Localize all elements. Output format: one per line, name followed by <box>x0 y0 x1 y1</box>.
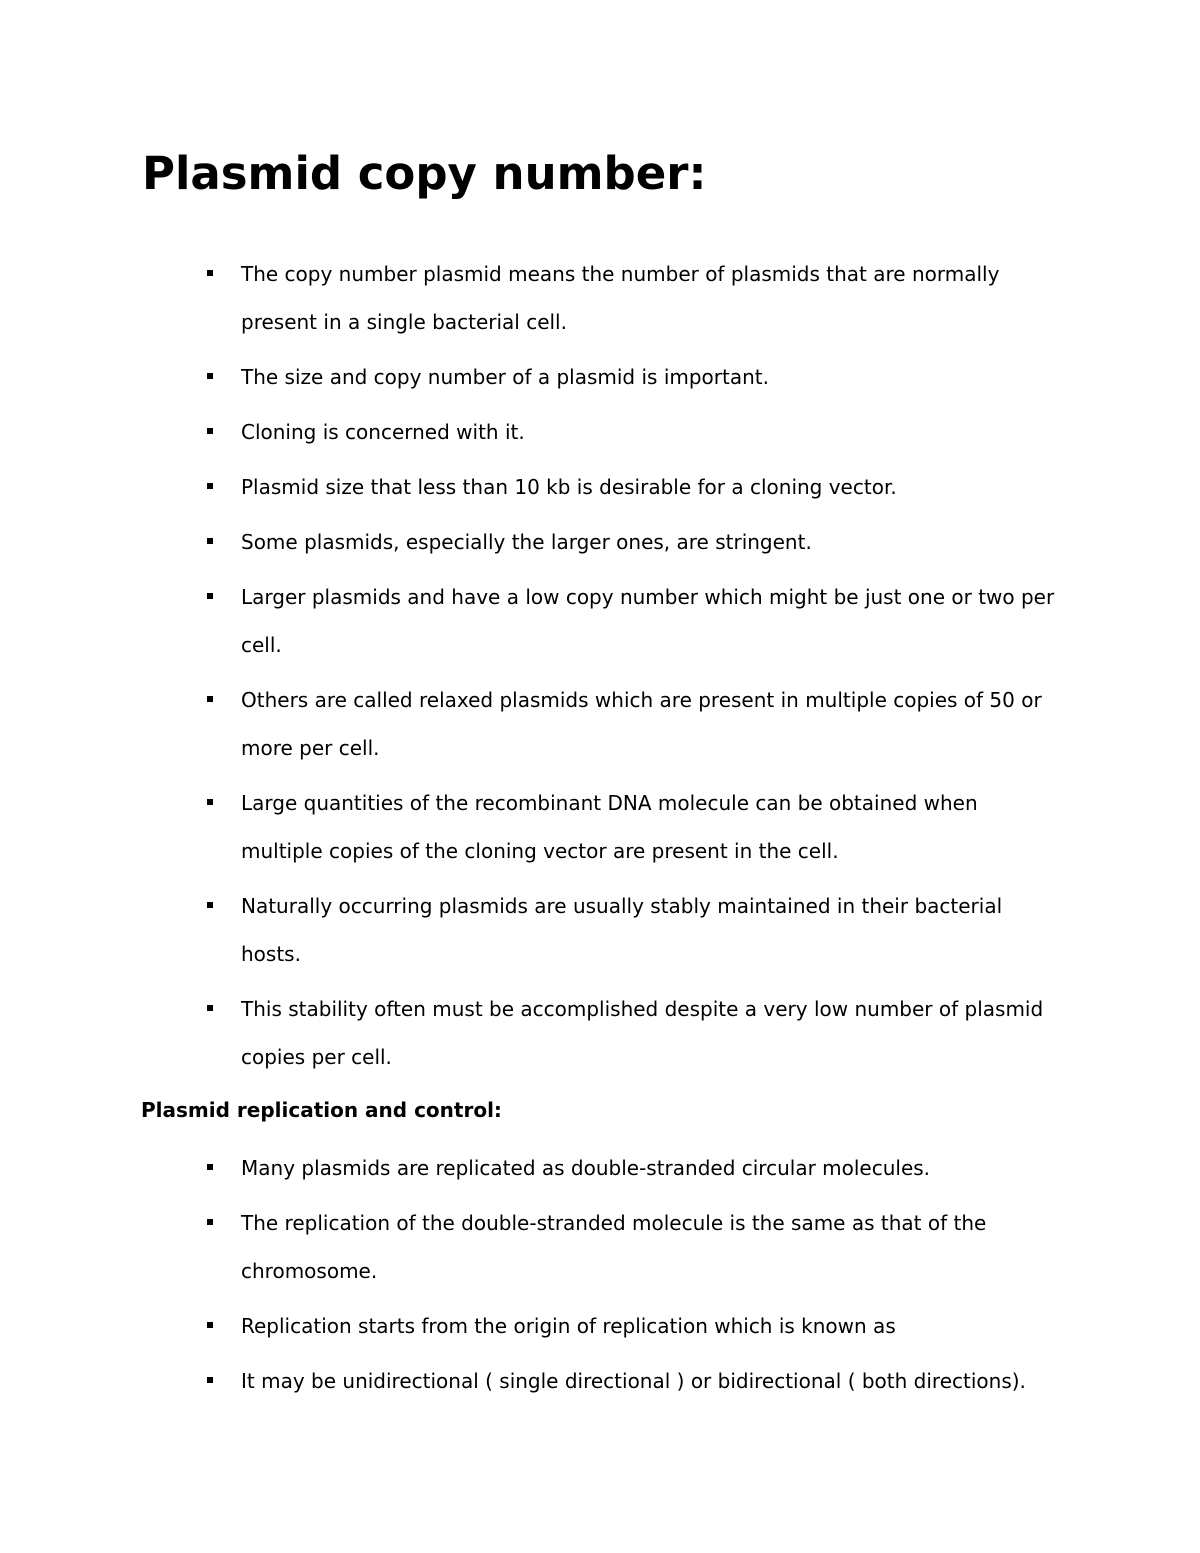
square-bullet-icon <box>207 696 213 702</box>
list-item-text: Others are called relaxed plasmids which are present in multiple copies of 50 or more per cell. <box>241 688 1042 760</box>
list-item-text: The replication of the double-stranded molecule is the same as that of the chromosome. <box>241 1211 987 1283</box>
square-bullet-icon <box>207 593 213 599</box>
list-item <box>0 353 1061 401</box>
square-bullet-icon <box>207 538 213 544</box>
list-item-text: The size and copy number of a plasmid is important. <box>241 365 769 389</box>
list-item-text: Many plasmids are replicated as double-stranded circular molecules. <box>241 1156 931 1180</box>
square-bullet-icon <box>207 1322 213 1328</box>
square-bullet-icon <box>207 1219 213 1225</box>
list-item-text: Large quantities of the recombinant DNA molecule can be obtained when multiple copies of the cloning vector are present in the cell. <box>241 791 978 863</box>
list-item <box>0 1302 1061 1350</box>
list-item-text: Replication starts from the origin of replication which is known as <box>241 1314 896 1338</box>
section-heading: Plasmid replication and control: <box>141 1098 502 1122</box>
list-item <box>0 1357 1061 1405</box>
list-item <box>0 882 1061 978</box>
list-item-text: Larger plasmids and have a low copy number which might be just one or two per cell. <box>241 585 1055 657</box>
square-bullet-icon <box>207 799 213 805</box>
copy-number-bullet-list <box>0 250 1061 1088</box>
list-item-text: This stability often must be accomplished despite a very low number of plasmid copies per cell. <box>241 997 1044 1069</box>
list-item <box>0 518 1061 566</box>
list-item-text: Some plasmids, especially the larger ones, are stringent. <box>241 530 812 554</box>
square-bullet-icon <box>207 1377 213 1383</box>
square-bullet-icon <box>207 428 213 434</box>
list-item-text: It may be unidirectional ( single directional ) or bidirectional ( both directions). <box>241 1369 1026 1393</box>
list-item <box>0 463 1061 511</box>
list-item-text: Naturally occurring plasmids are usually stably maintained in their bacterial hosts. <box>241 894 1003 966</box>
list-item <box>0 779 1061 875</box>
list-item <box>0 676 1061 772</box>
square-bullet-icon <box>207 373 213 379</box>
square-bullet-icon <box>207 270 213 276</box>
list-item <box>0 250 1061 346</box>
list-item-text: Cloning is concerned with it. <box>241 420 525 444</box>
square-bullet-icon <box>207 902 213 908</box>
square-bullet-icon <box>207 1005 213 1011</box>
list-item <box>0 408 1061 456</box>
square-bullet-icon <box>207 1164 213 1170</box>
list-item-text: Plasmid size that less than 10 kb is desirable for a cloning vector. <box>241 475 897 499</box>
list-item <box>0 1199 1061 1295</box>
list-item <box>0 573 1061 669</box>
square-bullet-icon <box>207 483 213 489</box>
list-item <box>0 1144 1061 1192</box>
replication-bullet-list <box>0 1144 1061 1412</box>
page-title: Plasmid copy number: <box>142 147 707 200</box>
list-item-text: The copy number plasmid means the number of plasmids that are normally present in a single bacterial cell. <box>241 262 1000 334</box>
list-item <box>0 985 1061 1081</box>
